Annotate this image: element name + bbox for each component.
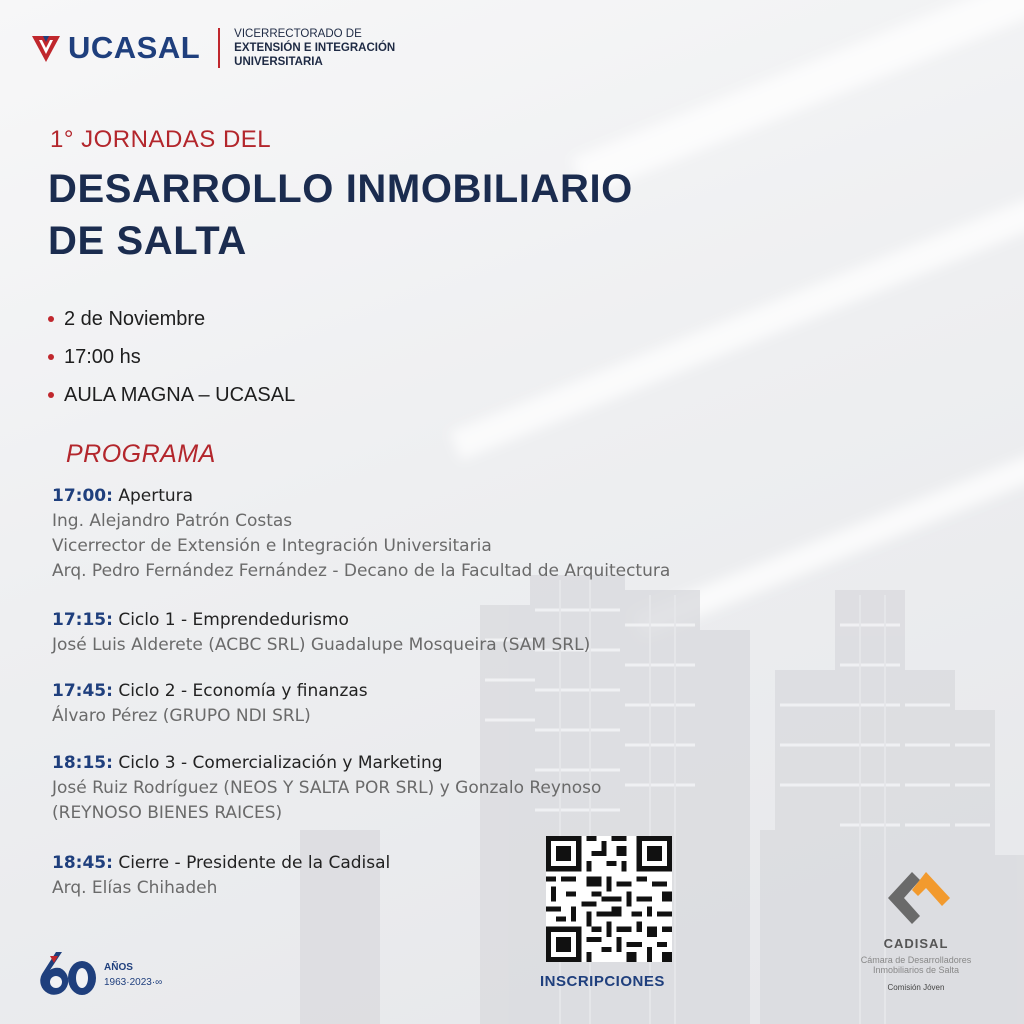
cadisal-logo-icon: [884, 868, 954, 932]
bullet-dot-icon: [48, 354, 54, 360]
event-title: DESARROLLO INMOBILIARIO DE SALTA: [48, 167, 633, 263]
event-details: [48, 300, 295, 414]
program-item: 17:15: Ciclo 1 - Emprendedurismo José Luis Alderete (ACBC SRL) Guadalupe Mosqueira (SAM SRL): [52, 610, 591, 655]
anniversary-years: 1963·2023·∞: [104, 977, 163, 988]
event-time: 17:00 hs: [48, 338, 295, 376]
cadisal-subtitle: Cámara de Desarrolladores Inmobiliarios de Salta: [860, 955, 972, 975]
ucasal-shield-icon: [30, 32, 62, 64]
registration-label: INSCRIPCIONES: [540, 973, 665, 990]
header: [30, 26, 395, 70]
program-item: 18:45: Cierre - Presidente de la Cadisal Arq. Elías Chihadeh: [52, 853, 391, 898]
cadisal-name: CADISAL: [883, 936, 949, 951]
program-item: 17:00: Apertura Ing. Alejandro Patrón Costas Vicerrector de Extensión e Integración Universitaria Arq. Pedro Fernández Fernández - Decano de la Facultad de Arquitectura: [52, 486, 671, 581]
registration-qr-code[interactable]: [546, 836, 672, 962]
vicerrectorado-label: VICERRECTORADO DE EXTENSIÓN E INTEGRACIÓN UNIVERSITARIA: [234, 28, 396, 68]
cadisal-commission: Comisión Jóven: [887, 983, 945, 992]
program-item: 17:45: Ciclo 2 - Economía y finanzas Álvaro Pérez (GRUPO NDI SRL): [52, 681, 368, 726]
event-place: AULA MAGNA – UCASAL: [48, 376, 295, 414]
bullet-dot-icon: [48, 392, 54, 398]
header-divider: [218, 28, 220, 68]
event-pre-title: 1° JORNADAS DEL: [50, 126, 272, 153]
program-heading: PROGRAMA: [66, 440, 216, 468]
sixty-years-logo-icon: [36, 950, 98, 996]
ucasal-logo-text: UCASAL: [68, 30, 201, 65]
bullet-dot-icon: [48, 316, 54, 322]
anniversary-label: AÑOS: [104, 962, 133, 973]
program-item: 18:15: Ciclo 3 - Comercialización y Marketing José Ruiz Rodríguez (NEOS Y SALTA POR SRL) y Gonzalo Reynoso (REYNOSO BIENES RAICES): [52, 753, 602, 823]
event-date: 2 de Noviembre: [48, 300, 295, 338]
